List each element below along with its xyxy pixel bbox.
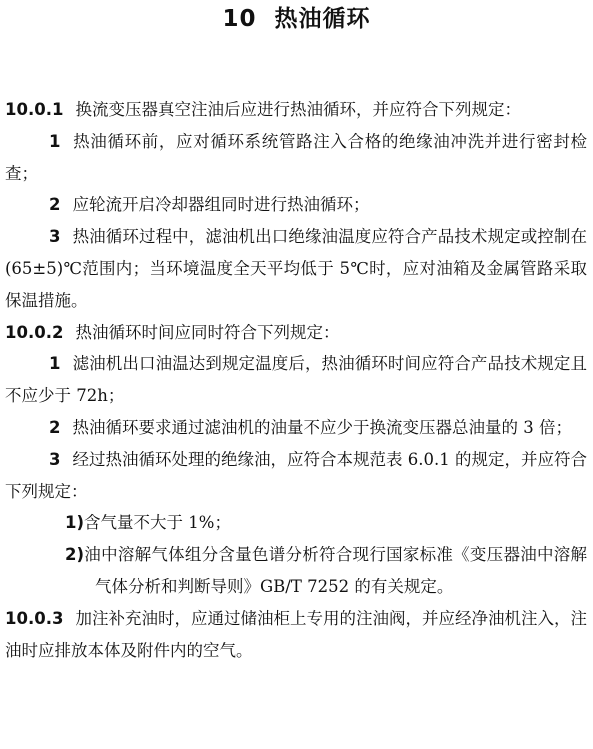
clause-subitem	[5, 507, 587, 539]
item-text: 经过热油循环处理的绝缘油，应符合本规范表 6.0.1 的规定，并应符合下列规定：	[5, 449, 587, 501]
clause-10-0-2	[5, 317, 587, 349]
clause-item	[5, 348, 587, 412]
clause-item	[5, 444, 587, 508]
clause-10-0-3	[5, 603, 587, 667]
clause-subitem	[5, 539, 587, 603]
item-text: 滤油机出口油温达到规定温度后，热油循环时间应符合产品技术规定且不应少于 72h；	[5, 354, 587, 406]
clause-item	[5, 221, 587, 316]
clause-item	[5, 412, 587, 444]
subitem-text: 含气量不大于 1%；	[84, 513, 231, 533]
subitem-text: 油中溶解气体组分含量色谱分析符合现行国家标准《变压器油中溶解气体分析和判断导则》GB/T 7252 的有关规定。	[84, 545, 587, 596]
document-body	[5, 94, 587, 666]
clause-text: 加注补充油时，应通过储油柜上专用的注油阀，并应经净油机注入，注油时应排放本体及附件内的空气。	[5, 608, 587, 660]
item-number: 2	[49, 195, 61, 215]
section-number: 10	[222, 6, 257, 32]
item-text: 应轮流开启冷却器组同时进行热油循环；	[72, 195, 370, 215]
subitem-number: 2)	[65, 545, 85, 565]
clause-10-0-1	[5, 94, 587, 126]
item-number: 1	[49, 354, 61, 374]
section-heading	[0, 3, 593, 35]
item-number: 2	[49, 417, 61, 437]
clause-text: 热油循环时间应同时符合下列规定：	[75, 322, 340, 342]
clause-number: 10.0.1	[5, 100, 64, 119]
item-number: 3	[49, 227, 61, 247]
item-number: 3	[49, 449, 61, 469]
clause-number: 10.0.3	[5, 608, 64, 628]
subitem-number: 1)	[65, 513, 85, 533]
item-number: 1	[49, 131, 61, 151]
clause-item	[5, 126, 587, 190]
clause-text: 换流变压器真空注油后应进行热油循环，并应符合下列规定：	[75, 100, 521, 119]
clause-item	[5, 189, 587, 221]
item-text: 热油循环前，应对循环系统管路注入合格的绝缘油冲洗并进行密封检查；	[5, 131, 587, 183]
item-text: 热油循环要求通过滤油机的油量不应少于换流变压器总油量的 3 倍；	[72, 417, 572, 437]
section-title: 热油循环	[274, 6, 371, 32]
clause-number: 10.0.2	[5, 322, 64, 342]
item-text: 热油循环过程中，滤油机出口绝缘油温度应符合产品技术规定或控制在(65±5)℃范围内；当环境温度全天平均低于 5℃时，应对油箱及金属管路采取保温措施。	[5, 227, 587, 310]
